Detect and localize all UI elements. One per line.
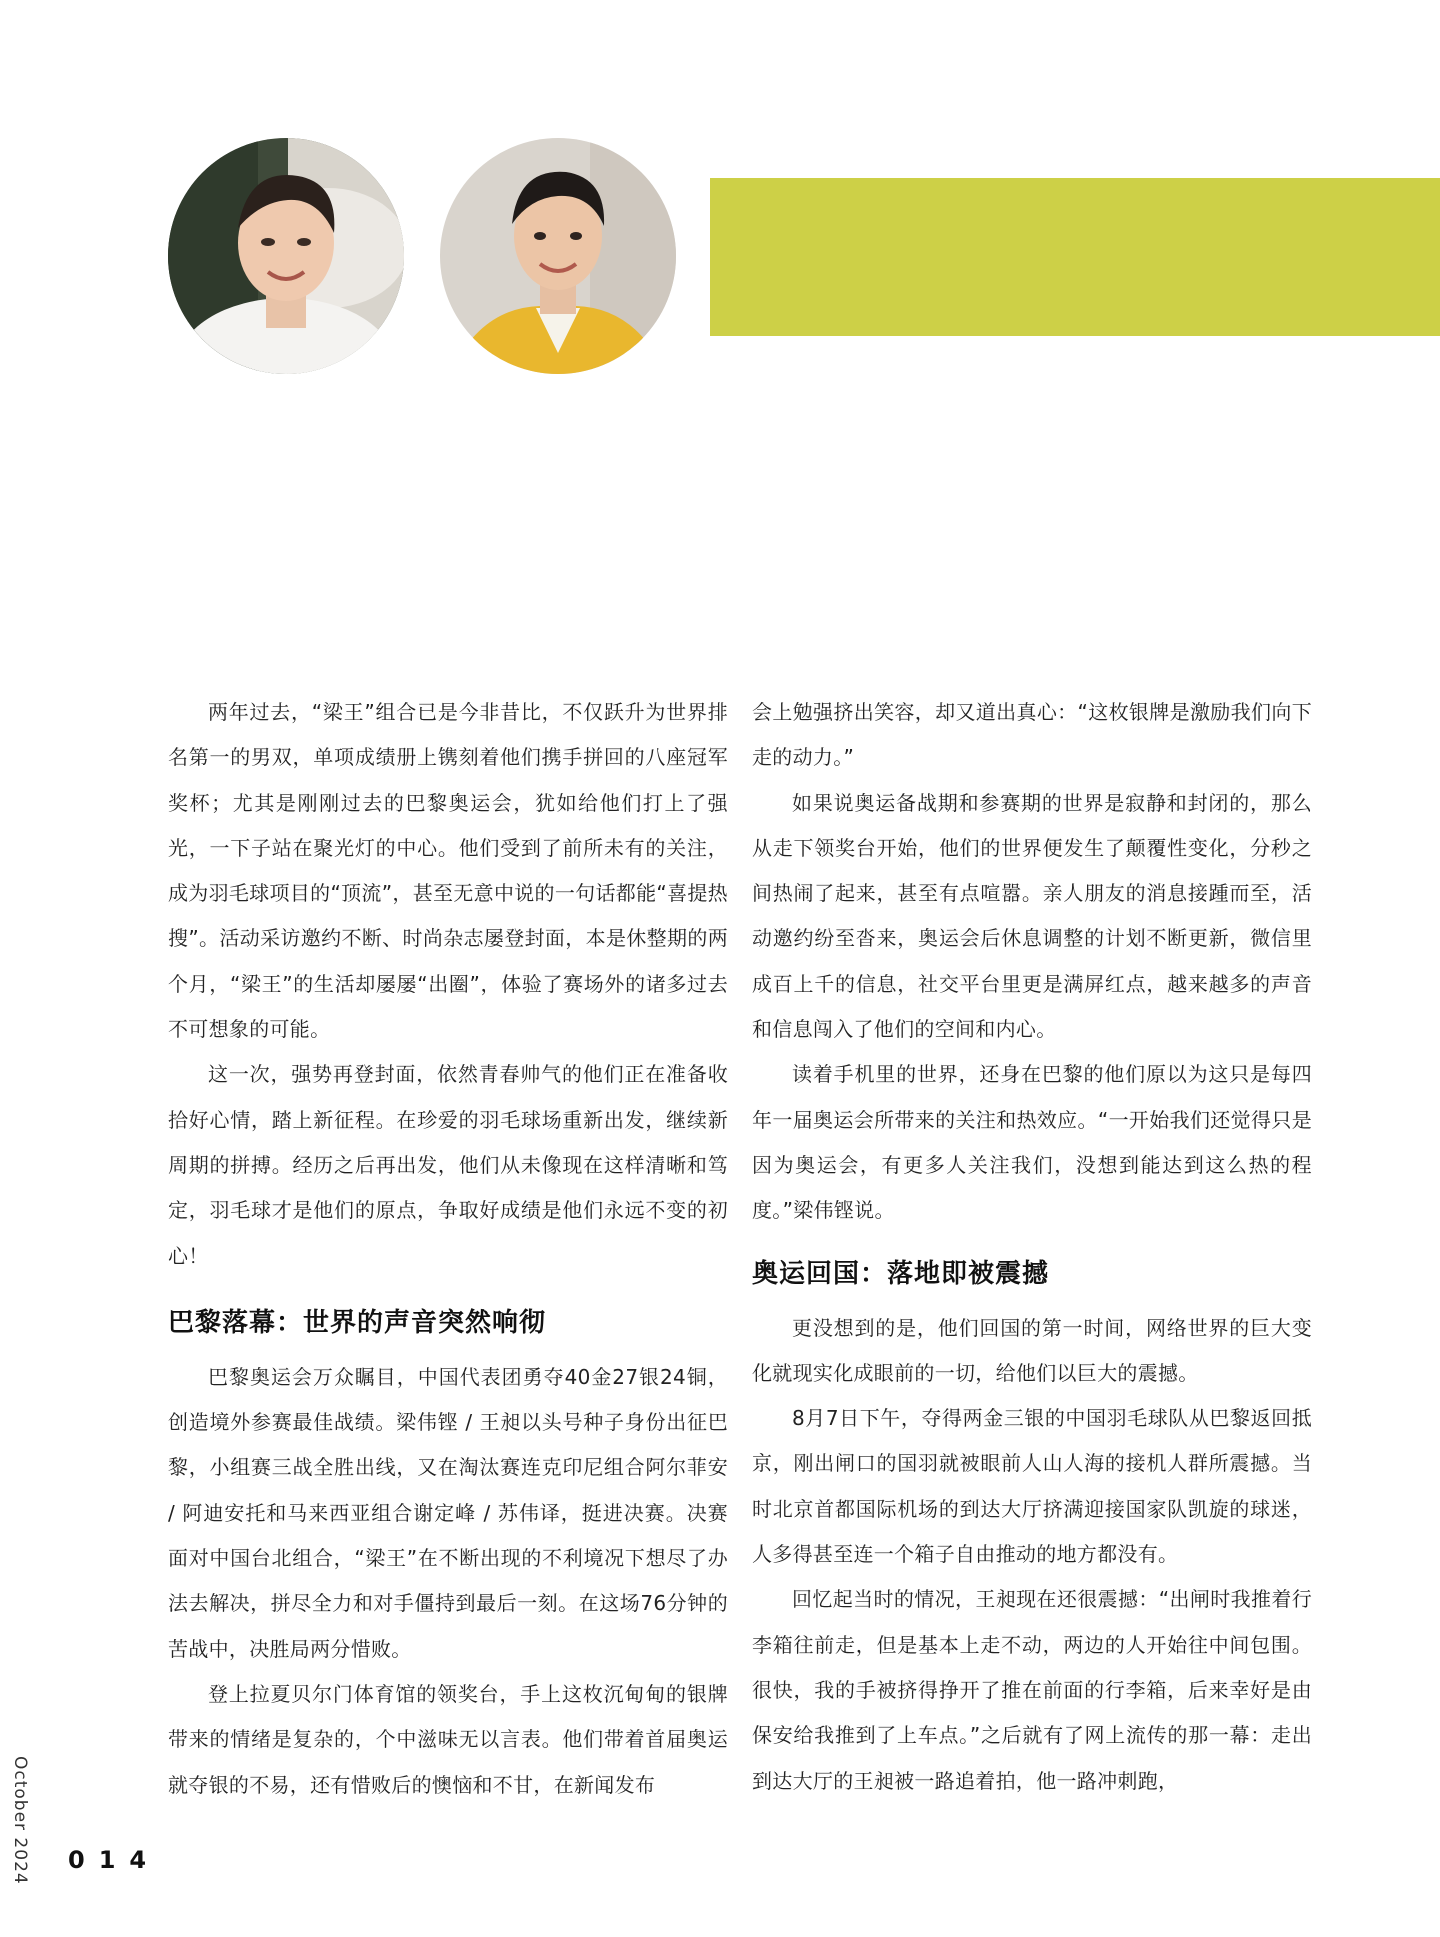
- accent-band-fill: [710, 178, 1440, 336]
- right-column: [752, 690, 1312, 1804]
- body-paragraph: 登上拉夏贝尔门体育馆的领奖台，手上这枚沉甸甸的银牌带来的情绪是复杂的，个中滋味无以言表。他们带着首届奥运就夺银的不易，还有惜败后的懊恼和不甘，在新闻发布: [168, 1681, 728, 1797]
- body-paragraph: 两年过去，“梁王”组合已是今非昔比，不仅跃升为世界排名第一的男双，单项成绩册上镌刻着他们携手拼回的八座冠军奖杯；尤其是刚刚过去的巴黎奥运会，犹如给他们打上了强光，一下子站在聚光灯的中心。他们受到了前所未有的关注，成为羽毛球项目的“顶流”，甚至无意中说的一句话都能“喜提热搜”。活动采访邀约不断、时尚杂志屡登封面，本是休整期的两个月，“梁王”的生活却屡屡“出圈”，体验了赛场外的诸多过去不可想象的可能。: [168, 700, 728, 1042]
- portrait-illustration-left: [168, 138, 404, 374]
- body-paragraph: 回忆起当时的情况，王昶现在还很震撼：“出闸时我推着行李箱往前走，但是基本上走不动，两边的人开始往中间包围。很快，我的手被挤得挣开了推在前面的行李箱，后来幸好是由保安给我推到了上车点。”之后就有了网上流传的那一幕：走出到达大厅的王昶被一路追着拍，他一路冲刺跑，: [752, 1587, 1312, 1793]
- body-paragraph: 8月7日下午，夺得两金三银的中国羽毛球队从巴黎返回抵京，刚出闸口的国羽就被眼前人山人海的接机人群所震撼。当时北京首都国际机场的到达大厅挤满迎接国家队凯旋的球迷，人多得甚至连一个箱子自由推动的地方都没有。: [752, 1406, 1312, 1567]
- page-number: 014: [68, 1846, 161, 1874]
- section-heading: 奥运回国：落地即被震撼: [752, 1258, 1050, 1289]
- portrait-photo-right: [440, 138, 676, 374]
- portrait-photo-left: [168, 138, 404, 374]
- body-paragraph: 读着手机里的世界，还身在巴黎的他们原以为这只是每四年一届奥运会所带来的关注和热效应。“一开始我们还觉得只是因为奥运会，有更多人关注我们，没想到能达到这么热的程度。”梁伟铿说。: [752, 1062, 1312, 1223]
- accent-color-band: [710, 178, 1440, 336]
- left-column: [168, 690, 728, 1808]
- section-heading: 巴黎落幕：世界的声音突然响彻: [168, 1307, 547, 1338]
- portrait-illustration-right: [440, 138, 676, 374]
- issue-date: October 2024: [10, 1756, 30, 1885]
- body-paragraph: 更没想到的是，他们回国的第一时间，网络世界的巨大变化就现实化成眼前的一切，给他们以巨大的震撼。: [752, 1315, 1312, 1385]
- body-paragraph: 这一次，强势再登封面，依然青春帅气的他们正在准备收拾好心情，踏上新征程。在珍爱的羽毛球场重新出发，继续新周期的拼搏。经历之后再出发，他们从未像现在这样清晰和笃定，羽毛球才是他们的原点，争取好成绩是他们永远不变的初心！: [168, 1062, 728, 1268]
- body-paragraph: 如果说奥运备战期和参赛期的世界是寂静和封闭的，那么从走下领奖台开始，他们的世界便发生了颠覆性变化，分秒之间热闹了起来，甚至有点喧嚣。亲人朋友的消息接踵而至，活动邀约纷至沓来，奥运会后休息调整的计划不断更新，微信里成百上千的信息，社交平台里更是满屏红点，越来越多的声音和信息闯入了他们的空间和内心。: [752, 790, 1312, 1042]
- body-paragraph-continued: 会上勉强挤出笑容，却又道出真心：“这枚银牌是激励我们向下走的动力。”: [752, 700, 1312, 770]
- body-paragraph: 巴黎奥运会万众瞩目，中国代表团勇夺40金27银24铜，创造境外参赛最佳战绩。梁伟铿 / 王昶以头号种子身份出征巴黎，小组赛三战全胜出线，又在淘汰赛连克印尼组合阿尔菲安 / 阿迪安托和马来西亚组合谢定峰 / 苏伟译，挺进决赛。决赛面对中国台北组合，“梁王”在不断出现的不利境况下想尽了办法去解决，拼尽全力和对手僵持到最后一刻。在这场76分钟的苦战中，决胜局两分惜败。: [168, 1364, 728, 1661]
